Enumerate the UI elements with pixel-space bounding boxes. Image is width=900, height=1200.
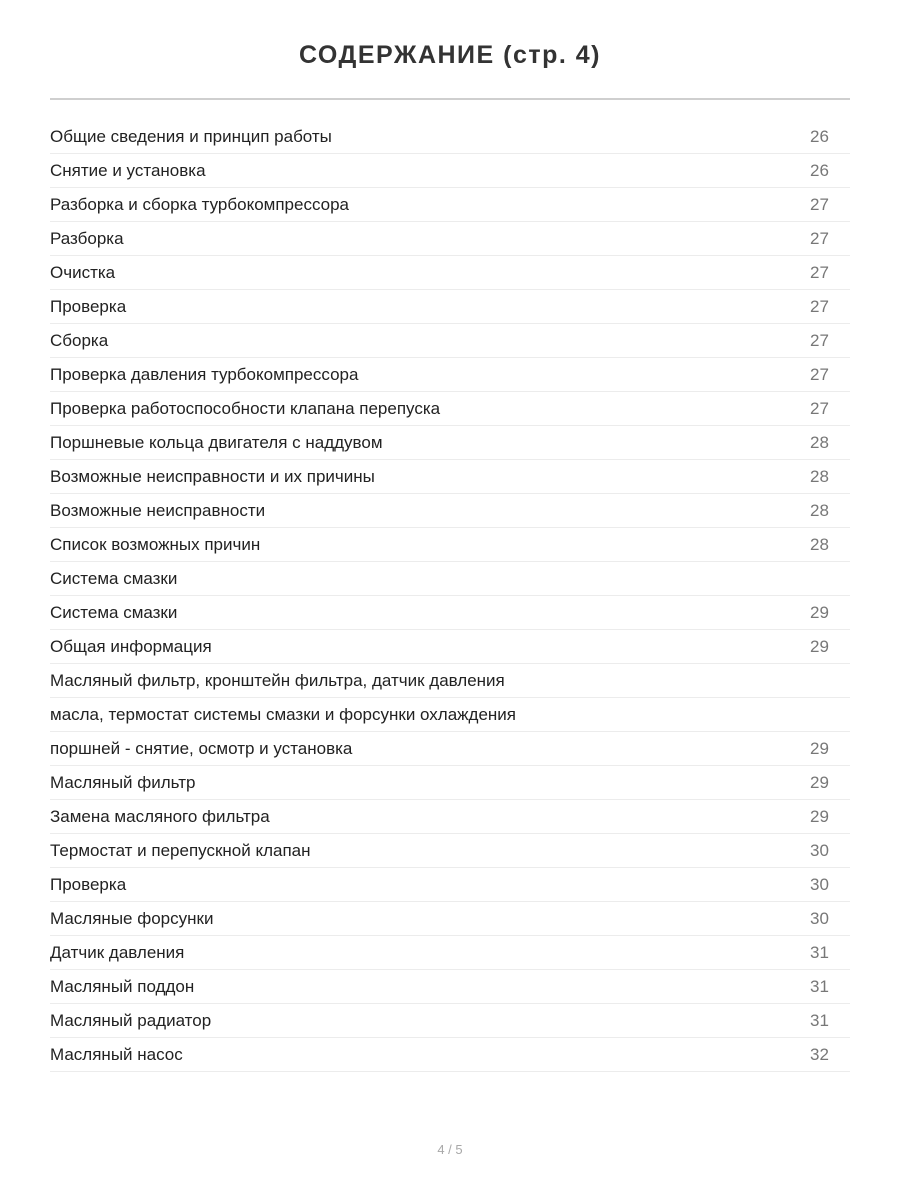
toc-entry-title: Масляный фильтр, кронштейн фильтра, датчик давления — [50, 671, 505, 690]
toc-entry[interactable] — [50, 698, 850, 732]
toc-entry-page: 26 — [810, 161, 829, 180]
toc-entry-page: 28 — [810, 467, 829, 486]
toc-entry-title: Масляный радиатор — [50, 1011, 212, 1030]
toc-entry-title: Снятие и установка — [50, 161, 206, 180]
toc-entry-page: 27 — [810, 331, 829, 350]
toc-entry-title: Сборка — [50, 331, 109, 350]
toc-entry-title: Термостат и перепускной клапан — [50, 841, 311, 860]
toc-entry-page: 29 — [810, 603, 829, 622]
toc-entry-page: 31 — [810, 977, 829, 996]
toc-entry-title: Система смазки — [50, 569, 178, 588]
toc-entry-page: 26 — [810, 127, 829, 146]
toc-entry-title: Датчик давления — [50, 943, 185, 962]
toc-entry-title: Масляный поддон — [50, 977, 195, 996]
toc-entry[interactable] — [50, 902, 850, 936]
toc-entry-page: 27 — [810, 365, 829, 384]
toc-entry-page: 31 — [810, 1011, 829, 1030]
toc-entry-page: 29 — [810, 773, 829, 792]
toc-entry-title: Общая информация — [50, 637, 212, 656]
toc-entry-page: 27 — [810, 229, 829, 248]
toc-entry[interactable] — [50, 120, 850, 154]
toc-entry-page: 29 — [810, 807, 829, 826]
toc-entry[interactable] — [50, 834, 850, 868]
toc-entry-title: Проверка — [50, 875, 127, 894]
toc-entry[interactable] — [50, 936, 850, 970]
toc-entry[interactable] — [50, 1004, 850, 1038]
toc-entry[interactable] — [50, 426, 850, 460]
toc-entry[interactable] — [50, 664, 850, 698]
toc-entry[interactable] — [50, 630, 850, 664]
toc-entry-page: 31 — [810, 943, 829, 962]
toc-section-heading[interactable] — [50, 562, 850, 596]
title-divider — [50, 98, 850, 100]
toc-entry[interactable] — [50, 494, 850, 528]
toc-entry-title: Возможные неисправности — [50, 501, 266, 520]
toc-entry-page: 29 — [810, 739, 829, 758]
toc-entry-title: Масляный фильтр — [50, 773, 196, 792]
toc-entry-page: 28 — [810, 501, 829, 520]
toc-entry[interactable] — [50, 324, 850, 358]
toc-entry[interactable] — [50, 528, 850, 562]
toc-entry[interactable] — [50, 800, 850, 834]
toc-entry-page: 30 — [810, 841, 829, 860]
toc-entry-title: Масляный насос — [50, 1045, 183, 1064]
toc-entry-title: Разборка — [50, 229, 124, 248]
toc-entry-page: 28 — [810, 433, 829, 452]
page-title: СОДЕРЖАНИЕ (стр. 4) — [298, 41, 602, 69]
toc-entry[interactable] — [50, 256, 850, 290]
toc-entry-page: 27 — [810, 399, 829, 418]
toc-entry-title: Замена масляного фильтра — [50, 807, 270, 826]
toc-entry-title: поршней - снятие, осмотр и установка — [50, 739, 353, 758]
toc-entry[interactable] — [50, 392, 850, 426]
toc-entry[interactable] — [50, 222, 850, 256]
toc-entry[interactable] — [50, 766, 850, 800]
page-number-indicator: 4 / 5 — [437, 1142, 463, 1157]
toc-entry-title: Проверка работоспособности клапана перепуска — [50, 399, 441, 418]
toc-entry[interactable] — [50, 154, 850, 188]
toc-entry[interactable] — [50, 290, 850, 324]
toc-entry-title: Поршневые кольца двигателя с наддувом — [50, 433, 383, 452]
toc-entry-page: 27 — [810, 263, 829, 282]
table-of-contents — [50, 120, 850, 1072]
toc-entry-page: 29 — [810, 637, 829, 656]
toc-entry-page: 27 — [810, 195, 829, 214]
toc-entry-title: масла, термостат системы смазки и форсунки охлаждения — [50, 705, 517, 724]
toc-entry[interactable] — [50, 358, 850, 392]
toc-entry-title: Список возможных причин — [50, 535, 261, 554]
toc-entry-title: Проверка давления турбокомпрессора — [50, 365, 359, 384]
toc-entry-page: 28 — [810, 535, 829, 554]
toc-entry-title: Разборка и сборка турбокомпрессора — [50, 195, 350, 214]
toc-entry-title: Очистка — [50, 263, 116, 282]
toc-entry-title: Возможные неисправности и их причины — [50, 467, 375, 486]
toc-entry-page: 30 — [810, 909, 829, 928]
toc-entry[interactable] — [50, 868, 850, 902]
toc-entry[interactable] — [50, 732, 850, 766]
toc-entry[interactable] — [50, 596, 850, 630]
toc-entry-title: Система смазки — [50, 603, 178, 622]
toc-entry-title: Общие сведения и принцип работы — [50, 127, 332, 146]
toc-entry[interactable] — [50, 188, 850, 222]
toc-entry-title: Проверка — [50, 297, 127, 316]
toc-entry[interactable] — [50, 1038, 850, 1072]
toc-entry[interactable] — [50, 460, 850, 494]
toc-entry[interactable] — [50, 970, 850, 1004]
toc-entry-title: Масляные форсунки — [50, 909, 214, 928]
toc-entry-page: 27 — [810, 297, 829, 316]
toc-entry-page: 30 — [810, 875, 829, 894]
toc-entry-page: 32 — [810, 1045, 829, 1064]
